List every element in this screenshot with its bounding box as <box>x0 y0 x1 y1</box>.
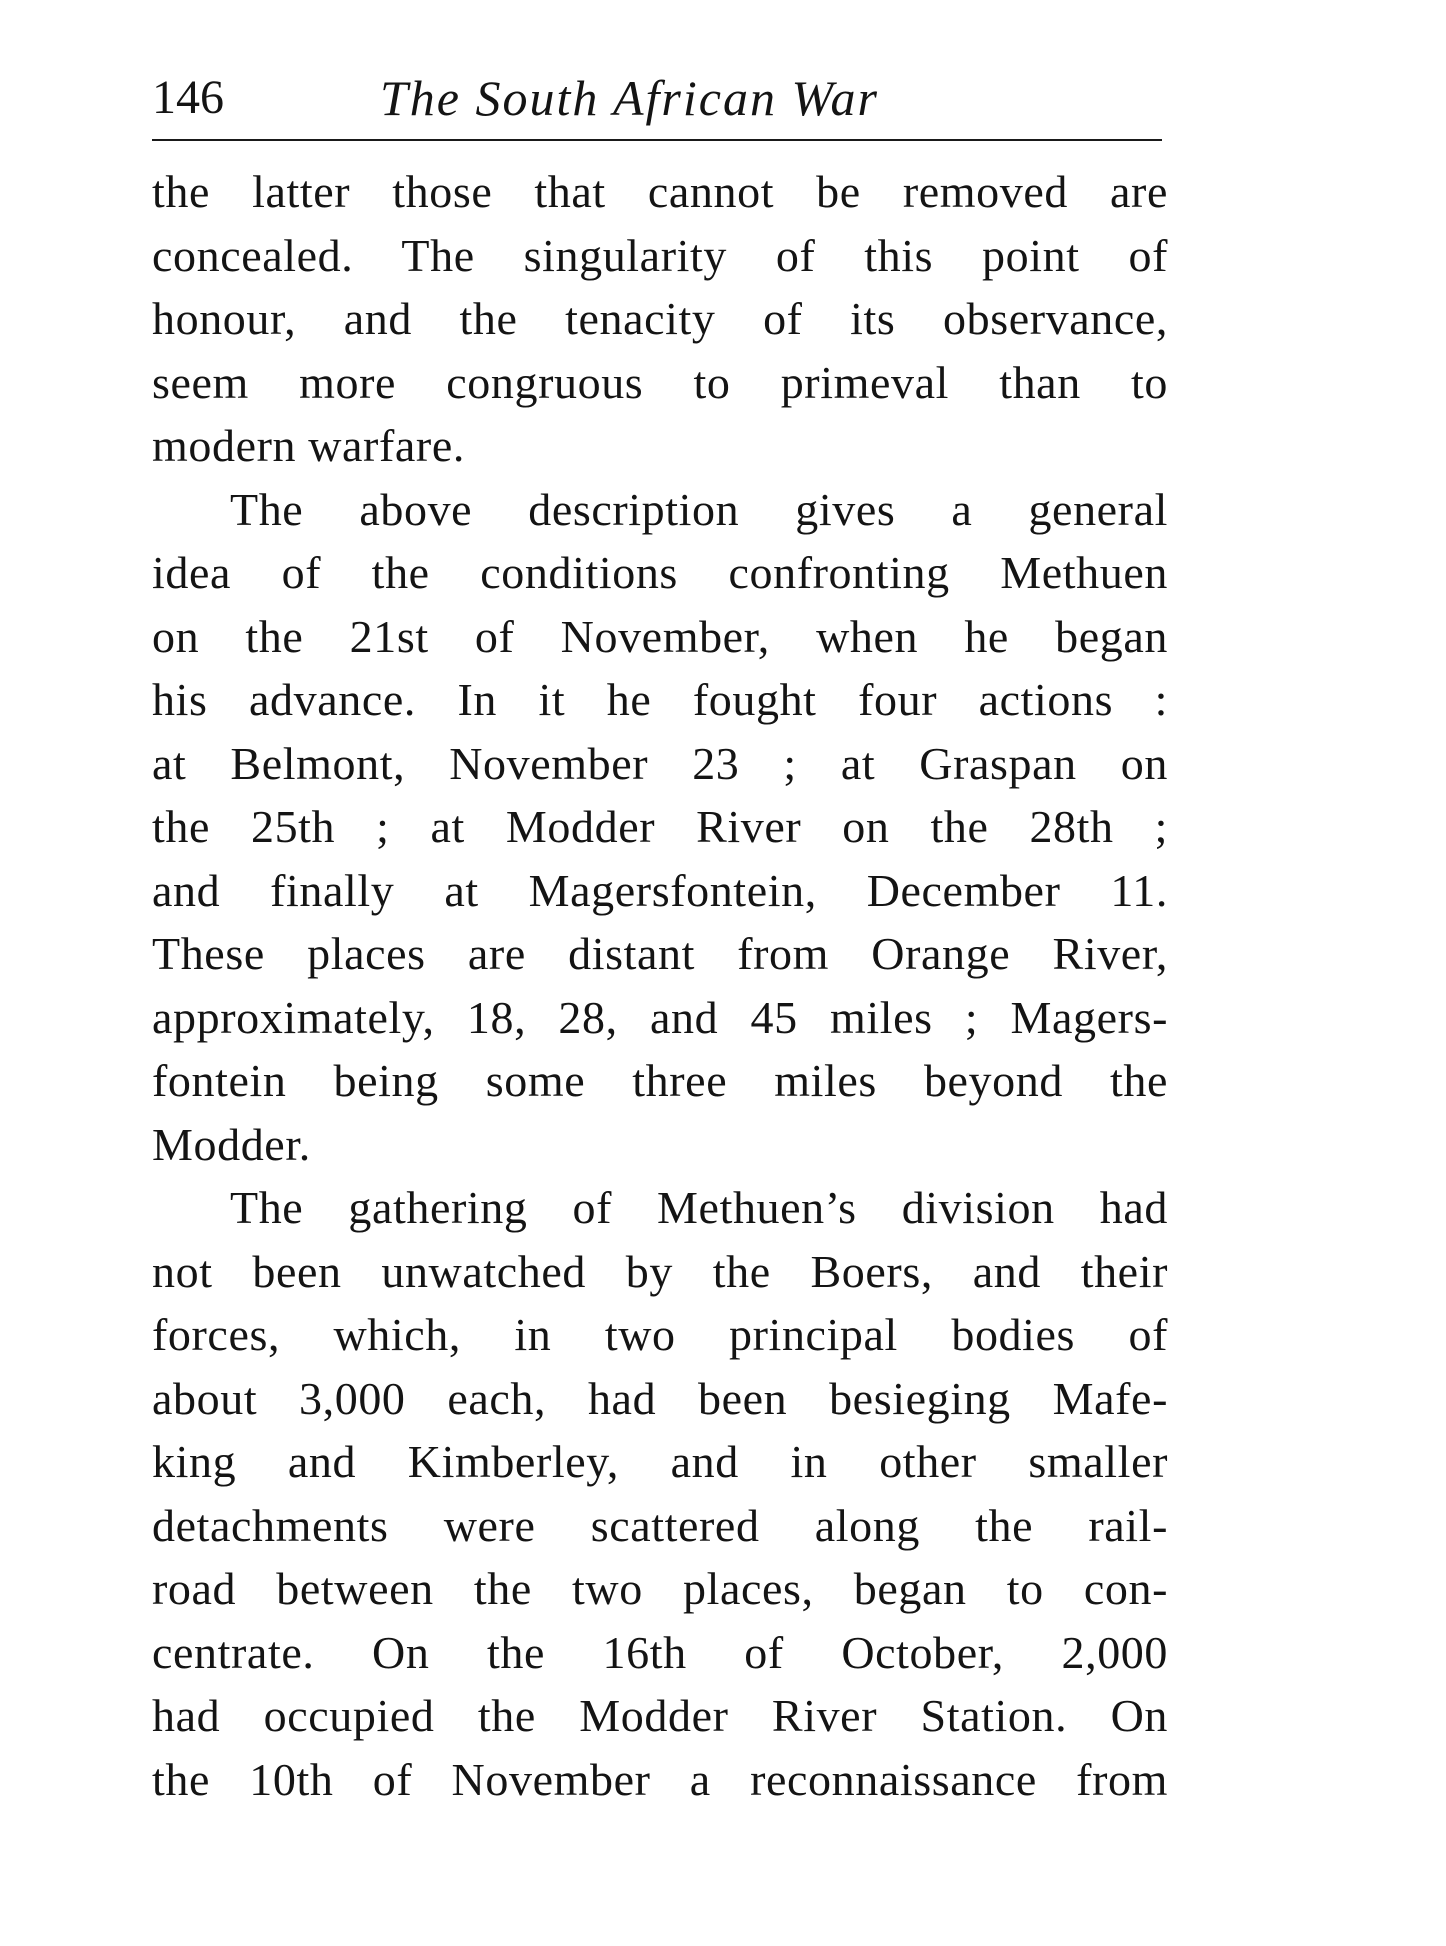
text-line: These places are distant from Orange River, <box>152 928 1168 979</box>
text-line: concealed. The singularity of this point of <box>152 229 1168 281</box>
text-line: The gathering of Methuen’s division had <box>230 1182 1168 1233</box>
text-line: modern warfare. <box>152 420 465 471</box>
text-line: The above description gives a general <box>230 483 1168 535</box>
text-line: fontein being some three miles beyond the <box>152 1055 1168 1106</box>
text-line: his advance. In it he fought four actions : <box>152 674 1168 725</box>
text-line: forces, which, in two principal bodies of <box>152 1309 1168 1360</box>
running-head <box>152 58 1162 138</box>
text-line: honour, and the tenacity of its observance, <box>152 293 1168 344</box>
text-line: centrate. On the 16th of October, 2,000 <box>152 1626 1168 1678</box>
text-line: the latter those that cannot be removed are <box>152 166 1168 217</box>
text-line: king and Kimberley, and in other smaller <box>152 1436 1168 1487</box>
text-line: Modder. <box>152 1118 311 1170</box>
page-number: 146 <box>152 71 224 124</box>
text-line: approximately, 18, 28, and 45 miles ; Magers- <box>152 991 1168 1043</box>
text-line: had occupied the Modder River Station. On <box>152 1690 1168 1741</box>
text-line: about 3,000 each, had been besieging Mafe- <box>152 1372 1168 1424</box>
header-rule <box>152 139 1162 141</box>
text-line: at Belmont, November 23 ; at Graspan on <box>152 737 1168 789</box>
text-line: detachments were scattered along the rail- <box>152 1499 1168 1551</box>
text-line: the 25th ; at Modder River on the 28th ; <box>152 801 1168 852</box>
running-title: The South African War <box>380 70 879 126</box>
text-line: the 10th of November a reconnaissance from <box>152 1753 1168 1805</box>
body-text <box>152 160 1168 1811</box>
text-line: seem more congruous to primeval than to <box>152 356 1168 408</box>
text-line: on the 21st of November, when he began <box>152 610 1168 662</box>
text-line: idea of the conditions confronting Methuen <box>152 547 1168 598</box>
text-line: and finally at Magersfontein, December 11. <box>152 864 1168 916</box>
text-line: not been unwatched by the Boers, and their <box>152 1245 1168 1297</box>
text-line: road between the two places, began to con- <box>152 1563 1168 1614</box>
